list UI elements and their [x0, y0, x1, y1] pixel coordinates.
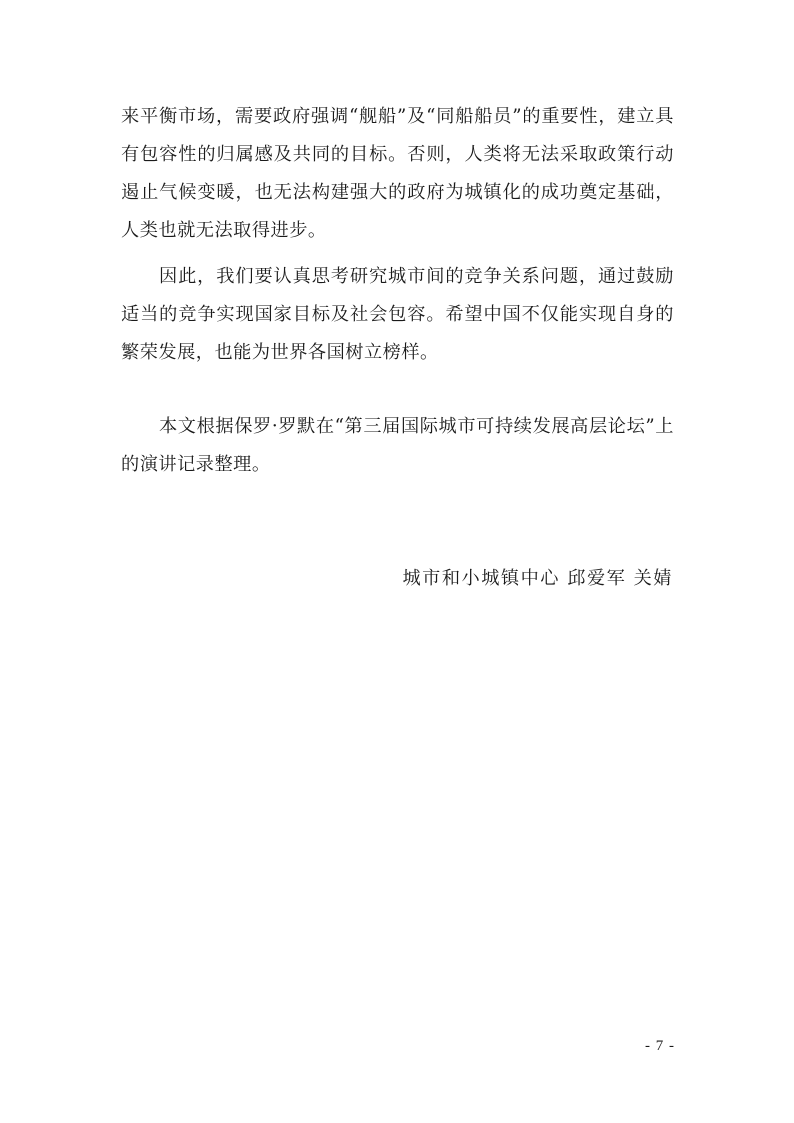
body-paragraph-1: 来平衡市场，需要政府强调“舰船”及“同船船员”的重要性，建立具有包容性的归属感及共同的目标。否则，人类将无法采取政策行动遏止气候变暖，也无法构建强大的政府为城镇化的成功奠定基础，人类也就无法取得进步。: [121, 106, 674, 241]
author-signature: 城市和小城镇中心 邱爱军 关婧: [402, 568, 673, 589]
source-note-paragraph: 本文根据保罗·罗默在“第三届国际城市可持续发展高层论坛”上的演讲记录整理。: [121, 416, 674, 475]
page-number: - 7 -: [645, 1038, 675, 1054]
body-paragraph-2: 因此，我们要认真思考研究城市间的竞争关系问题，通过鼓励适当的竞争实现国家目标及社会包容。希望中国不仅能实现自身的繁荣发展，也能为世界各国树立榜样。: [121, 266, 674, 363]
